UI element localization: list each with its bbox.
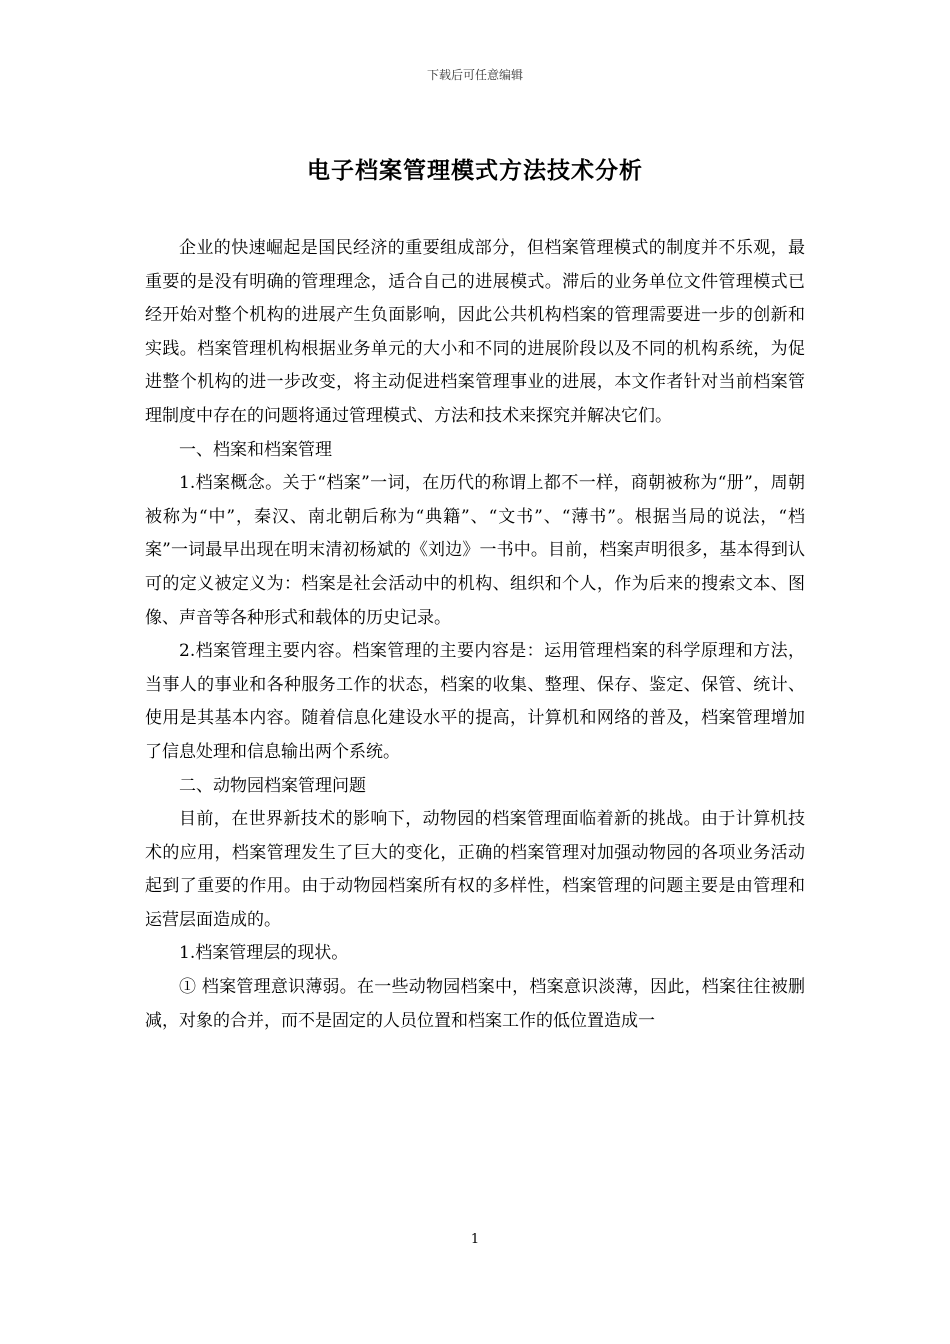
document-title: 电子档案管理模式方法技术分析 [307,158,643,184]
paragraph-archive-concept: 1.档案概念。关于“档案”一词，在历代的称谓上都不一样，商朝被称为“册”，周朝被称为“中”，秦汉、南北朝后称为“典籍”、“文书”、“薄书”。根据当局的说法，“档案”一词最早出现在明末清初杨斌的《刘边》一书中。目前，档案声明很多，基本得到认可的定义被定义为：档案是社会活动中的机构、组织和个人，作为后来的搜索文本、图像、声音等各种形式和载体的历史记录。 [145,473,805,628]
paragraph-weak-awareness: ① 档案管理意识薄弱。在一些动物园档案中，档案意识淡薄，因此，档案往往被删减，对象的合并，而不是固定的人员位置和档案工作的低位置造成一 [145,977,805,1031]
section-heading-2: 二、动物园档案管理问题 [179,775,366,796]
paragraph-intro: 企业的快速崛起是国民经济的重要组成部分，但档案管理模式的制度并不乐观，最重要的是没有明确的管理理念，适合自己的进展模式。滞后的业务单位文件管理模式已经开始对整个机构的进展产生负面影响，因此公共机构档案的管理需要进一步的创新和实践。档案管理机构根据业务单元的大小和不同的进展阶段以及不同的机构系统，为促进整个机构的进一步改变，将主动促进档案管理事业的进展，本文作者针对当前档案管理制度中存在的问题将通过管理模式、方法和技术来探究并解决它们。 [145,238,805,426]
paragraph-zoo-challenges: 目前，在世界新技术的影响下，动物园的档案管理面临着新的挑战。由于计算机技术的应用，档案管理发生了巨大的变化，正确的档案管理对加强动物园的各项业务活动起到了重要的作用。由于动物园档案所有权的多样性，档案管理的问题主要是由管理和运营层面造成的。 [145,809,805,930]
page-header: 下载后可任意编辑 [426,68,523,82]
subheading-management-status: 1.档案管理层的现状。 [179,943,349,964]
section-heading-1: 一、档案和档案管理 [179,439,332,460]
page-number: 1 [470,1232,480,1247]
document-body [145,232,805,1038]
paragraph-archive-management-content: 2.档案管理主要内容。档案管理的主要内容是：运用管理档案的科学原理和方法，当事人的事业和各种服务工作的状态，档案的收集、整理、保存、鉴定、保管、统计、使用是其基本内容。随着信息化建设水平的提高，计算机和网络的普及，档案管理增加了信息处理和信息输出两个系统。 [145,641,805,762]
